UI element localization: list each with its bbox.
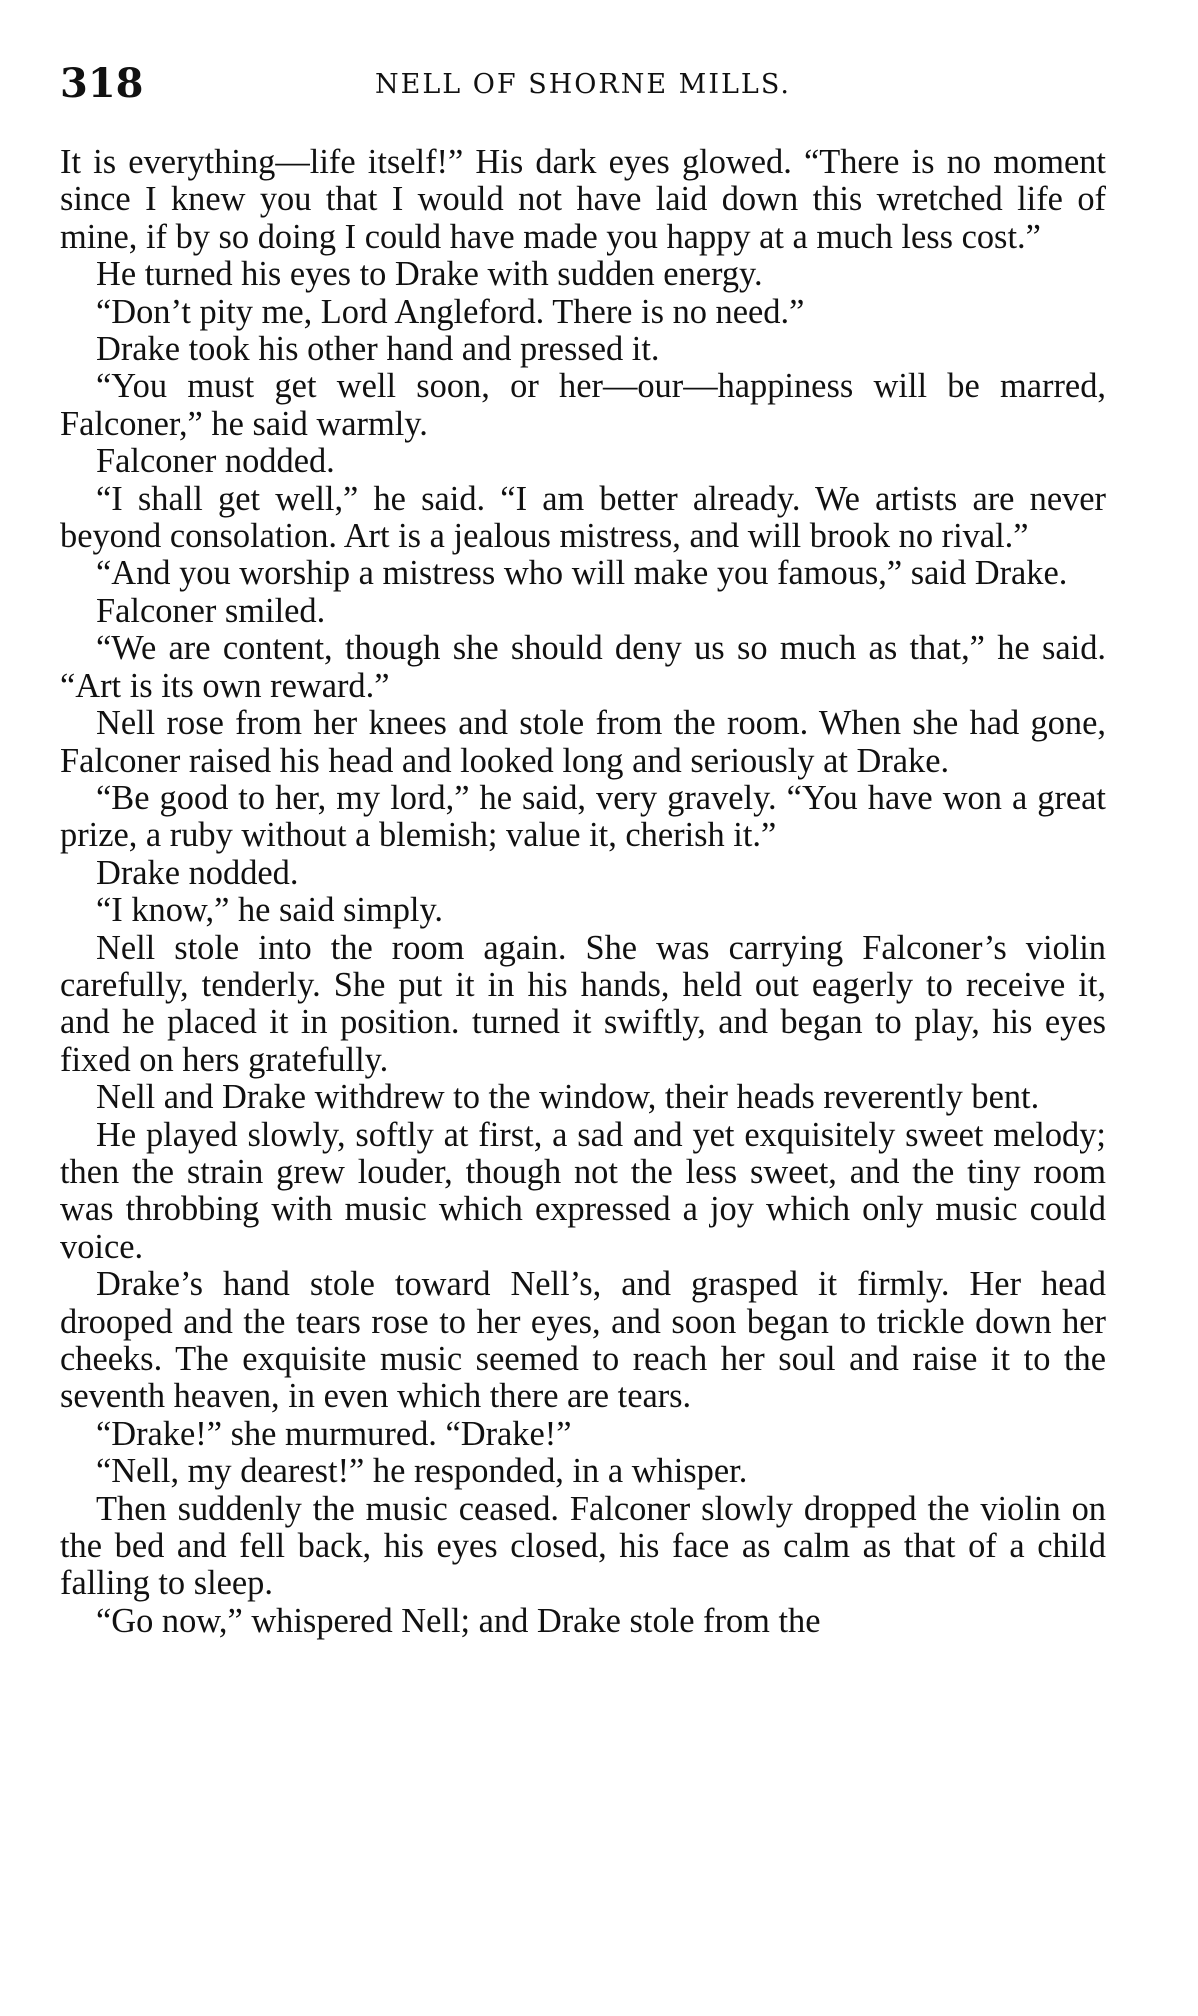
paragraph: Drake nodded.	[96, 853, 299, 892]
paragraph: Nell and Drake withdrew to the window, their heads reverently bent.	[96, 1078, 1040, 1117]
page-header	[60, 62, 1106, 112]
paragraph: Drake’s hand stole toward Nell’s, and grasped it firmly. Her head drooped and the tears rose to her eyes, and soon began to trickle down her cheeks. The exquisite music seemed to reach her soul and raise it to the seventh heaven, in even which there are tears.	[60, 1265, 1106, 1416]
paragraph: Drake took his other hand and pressed it.	[96, 330, 660, 369]
paragraph: He turned his eyes to Drake with sudden energy.	[96, 255, 763, 294]
book-page	[60, 62, 1106, 1640]
paragraph: “And you worship a mistress who will make you famous,” said Drake.	[96, 554, 1068, 593]
paragraph: “Go now,” whispered Nell; and Drake stole from the	[96, 1601, 821, 1640]
paragraph: “I know,” he said simply.	[96, 891, 444, 930]
paragraph: “We are content, though she should deny us so much as that,” he said. “Art is its own reward.”	[60, 629, 1106, 705]
paragraph: Nell rose from her knees and stole from the room. When she had gone, Falconer raised his head and looked long and seriously at Drake.	[60, 704, 1106, 780]
paragraph: “Nell, my dearest!” he responded, in a whisper.	[96, 1452, 748, 1491]
paragraph: “Don’t pity me, Lord Angleford. There is no need.”	[96, 292, 805, 331]
paragraph: Then suddenly the music ceased. Falconer slowly dropped the violin on the bed and fell back, his eyes closed, his face as calm as that of a child falling to sleep.	[60, 1489, 1106, 1603]
paragraph: “Be good to her, my lord,” he said, very gravely. “You have won a great prize, a ruby without a blemish; value it, cherish it.”	[60, 778, 1106, 855]
paragraph: “I shall get well,” he said. “I am better already. We artists are never beyond consolation. Art is a jealous mistress, and will brook no rival.”	[60, 479, 1106, 556]
paragraph: “You must get well soon, or her—our—happiness will be marred, Falconer,” he said warmly.	[60, 367, 1106, 443]
body-text	[60, 144, 1106, 1640]
paragraph: “Drake!” she murmured. “Drake!”	[96, 1414, 572, 1453]
paragraph: Nell stole into the room again. She was carrying Falconer’s violin carefully, tenderly. She put it in his hands, held out eagerly to receive it, and he placed it in position. turned it swiftly, and began to play, his eyes fixed on hers gratefully.	[60, 928, 1106, 1079]
paragraph: He played slowly, softly at first, a sad and yet exquisitely sweet melody; then the strain grew louder, though not the less sweet, and the tiny room was throbbing with music which expressed a joy which only music could voice.	[60, 1115, 1106, 1266]
paragraph: It is everything—life itself!” His dark eyes glowed. “There is no moment since I knew you that I would not have laid down this wretched life of mine, if by so doing I could have made you happy at a much less cost.”	[60, 143, 1106, 256]
page-number: 318	[60, 60, 144, 107]
running-title: NELL OF SHORNE MILLS.	[375, 69, 791, 100]
paragraph: Falconer smiled.	[96, 591, 326, 630]
paragraph: Falconer nodded.	[96, 442, 335, 481]
